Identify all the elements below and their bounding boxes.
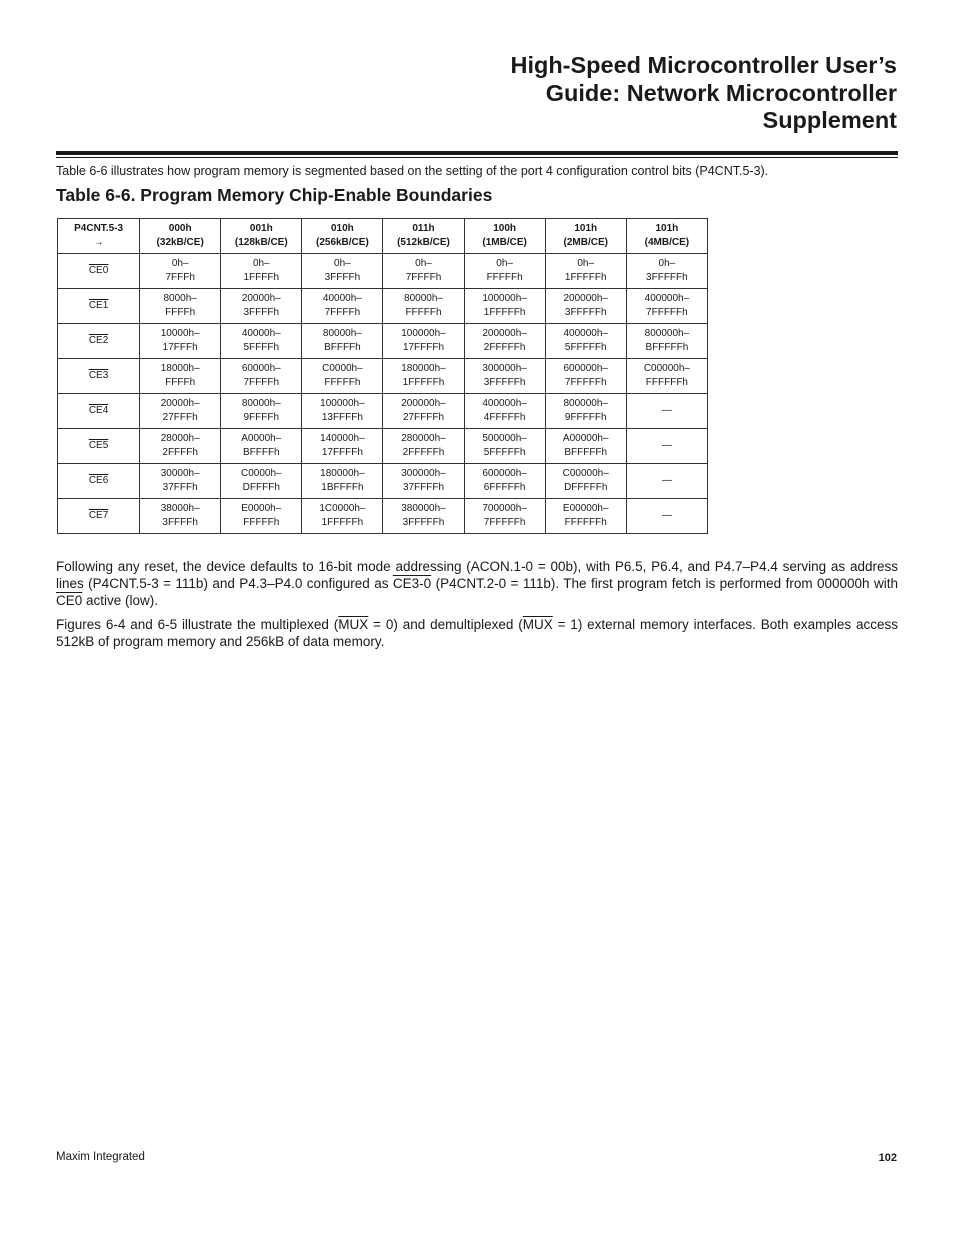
address-range-cell — [545, 394, 626, 429]
address-range-cell — [383, 289, 464, 324]
ce-range-signal: CE3-0 — [392, 576, 432, 591]
row-label-cell — [58, 254, 140, 289]
range-start: C0000h– — [240, 468, 282, 479]
range-start: A00000h– — [562, 433, 609, 444]
range-end: 7FFFFFh — [646, 307, 688, 318]
address-range-cell — [545, 499, 626, 534]
address-range-cell — [302, 289, 383, 324]
address-range-cell — [302, 324, 383, 359]
table-caption: Table 6-6. Program Memory Chip-Enable Boundaries — [56, 185, 493, 205]
address-range-cell — [302, 254, 383, 289]
range-end: FFFFFFh — [645, 377, 688, 388]
range-start: — — [661, 405, 672, 416]
range-start: 100000h– — [401, 328, 446, 339]
range-start: E0000h– — [241, 503, 282, 514]
table-row — [58, 394, 708, 429]
range-start: 30000h– — [160, 468, 200, 479]
address-range-cell — [626, 394, 707, 429]
address-range-cell — [464, 464, 545, 499]
address-range-cell — [545, 289, 626, 324]
range-start: 400000h– — [563, 328, 608, 339]
range-start: 60000h– — [241, 363, 281, 374]
range-end: 2FFFFFh — [402, 447, 445, 458]
address-range-cell — [626, 464, 707, 499]
range-end: 2FFFFh — [162, 447, 198, 458]
address-range-cell — [383, 254, 464, 289]
address-range-cell — [383, 464, 464, 499]
range-start: 10000h– — [160, 328, 200, 339]
address-range-cell — [302, 359, 383, 394]
address-range-cell — [302, 464, 383, 499]
column-size: (512kB/CE) — [397, 237, 450, 248]
range-end: 7FFFFh — [243, 377, 280, 388]
address-range-cell — [302, 394, 383, 429]
column-size: (1MB/CE) — [482, 237, 527, 248]
address-range-cell — [626, 359, 707, 394]
range-end: 1BFFFFh — [321, 482, 364, 493]
range-end: 3FFFFFh — [646, 272, 688, 283]
address-range-cell — [140, 394, 221, 429]
range-end: 2FFFFFh — [483, 342, 526, 353]
range-end: 7FFFFFh — [483, 517, 526, 528]
address-range-cell — [221, 324, 302, 359]
table-row — [58, 464, 708, 499]
range-end: BFFFFFh — [645, 342, 689, 353]
range-end: BFFFFh — [242, 447, 280, 458]
address-range-cell — [626, 499, 707, 534]
address-range-cell — [464, 429, 545, 464]
table-row — [58, 289, 708, 324]
range-end: FFFFFFh — [564, 517, 607, 528]
range-start: 280000h– — [401, 433, 446, 444]
header-rule-thick — [56, 151, 898, 155]
range-start: 40000h– — [241, 328, 281, 339]
column-size: (128kB/CE) — [234, 237, 288, 248]
table-body — [58, 254, 708, 534]
range-start: 80000h– — [404, 293, 443, 304]
chip-enable-table — [57, 218, 708, 534]
address-range-cell — [464, 254, 545, 289]
range-end: 3FFFFh — [162, 517, 198, 528]
range-start: 0h– — [577, 258, 595, 269]
address-range-cell — [221, 429, 302, 464]
chip-enable-label: CE6 — [88, 475, 109, 486]
paragraph-reset-defaults — [56, 558, 898, 609]
range-end: 27FFFFh — [402, 412, 445, 423]
range-start: 800000h– — [644, 328, 690, 339]
column-code: 001h — [249, 223, 273, 234]
range-end: 17FFFFh — [402, 342, 445, 353]
address-range-cell — [545, 324, 626, 359]
paragraph-text: (P4CNT.2-0 = 111b). The first program fetch is performed from 000000h with — [431, 576, 898, 591]
range-end: 7FFFFh — [405, 272, 442, 283]
address-range-cell — [140, 464, 221, 499]
range-start: 80000h– — [241, 398, 281, 409]
page-title-line-1: High-Speed Microcontroller User’s — [510, 52, 897, 78]
range-start: 100000h– — [482, 293, 527, 304]
address-range-cell — [545, 359, 626, 394]
paragraph-memory-interfaces — [56, 616, 898, 650]
range-start: 1C0000h– — [319, 503, 366, 514]
address-range-cell — [464, 324, 545, 359]
range-end: 7FFFFh — [324, 307, 361, 318]
column-header — [626, 219, 707, 254]
address-range-cell — [302, 429, 383, 464]
range-start: — — [661, 440, 672, 451]
range-start: 300000h– — [401, 468, 446, 479]
range-end: FFFFh — [165, 377, 196, 388]
range-end: BFFFFh — [324, 342, 361, 353]
table-corner-header — [58, 219, 140, 254]
range-start: 380000h– — [401, 503, 446, 514]
range-end: 3FFFFh — [243, 307, 280, 318]
address-range-cell — [626, 289, 707, 324]
column-code: 100h — [493, 223, 517, 234]
range-end: FFFFFh — [324, 377, 361, 388]
range-end: FFFFFh — [243, 517, 280, 528]
column-header — [464, 219, 545, 254]
row-label-cell — [58, 324, 140, 359]
address-range-cell — [545, 429, 626, 464]
address-range-cell — [464, 499, 545, 534]
column-code: 011h — [412, 223, 435, 234]
range-end: 9FFFFFh — [564, 412, 607, 423]
column-header — [383, 219, 464, 254]
range-start: 0h– — [415, 258, 432, 269]
address-range-cell — [626, 254, 707, 289]
right-arrow-icon: → — [93, 237, 104, 248]
range-start: 800000h– — [563, 398, 608, 409]
chip-enable-label: CE1 — [88, 300, 109, 311]
range-start: 200000h– — [482, 328, 527, 339]
address-range-cell — [221, 499, 302, 534]
range-start: 20000h– — [241, 293, 281, 304]
address-range-cell — [221, 359, 302, 394]
address-range-cell — [140, 499, 221, 534]
range-end: 5FFFFFh — [483, 447, 526, 458]
range-start: 500000h– — [482, 433, 527, 444]
mux-signal: $\overline{MUX}$ — [522, 617, 553, 632]
range-end: 1FFFFFh — [564, 272, 607, 283]
column-size: (32kB/CE) — [156, 237, 204, 248]
chip-enable-label: CE3 — [88, 370, 109, 381]
column-code: 101h — [655, 223, 679, 234]
range-end: FFFFFh — [486, 272, 523, 283]
page-number: 102 — [878, 1152, 897, 1164]
paragraph-text: active (low). — [82, 593, 159, 608]
range-start: 0h– — [334, 258, 351, 269]
range-start: 0h– — [496, 258, 513, 269]
range-end: 4FFFFFh — [483, 412, 526, 423]
footer-company: Maxim Integrated — [56, 1151, 145, 1163]
intro-text: Table 6-6 illustrates how program memory is segmented based on the setting of the port 4 configuration control bits (P4CNT.5-3). — [56, 164, 769, 178]
range-start: 600000h– — [482, 468, 527, 479]
range-start: 0h– — [171, 258, 189, 269]
range-end: FFFFFh — [405, 307, 442, 318]
chip-enable-label: CE5 — [88, 440, 109, 451]
column-size: (256kB/CE) — [315, 237, 369, 248]
range-end: 17FFFFh — [321, 447, 363, 458]
range-end: 17FFFh — [162, 342, 198, 353]
range-end: FFFFh — [165, 307, 196, 318]
range-end: 1FFFFFh — [483, 307, 526, 318]
address-range-cell — [545, 254, 626, 289]
address-range-cell — [140, 254, 221, 289]
address-range-cell — [302, 499, 383, 534]
range-end: 37FFFh — [162, 482, 198, 493]
range-end: 1FFFFFh — [402, 377, 445, 388]
table-row — [58, 499, 708, 534]
column-size: (2MB/CE) — [563, 237, 608, 248]
address-range-cell — [140, 429, 221, 464]
range-end: 1FFFFh — [243, 272, 280, 283]
address-range-cell — [221, 464, 302, 499]
column-code: 010h — [331, 223, 354, 234]
range-start: 300000h– — [482, 363, 527, 374]
paragraph-text: Figures 6-4 and 6-5 illustrate the multiplexed ( — [56, 617, 339, 632]
address-range-cell — [140, 289, 221, 324]
range-end: 7FFFh — [165, 272, 195, 283]
address-range-cell — [383, 429, 464, 464]
row-label-cell — [58, 289, 140, 324]
range-end: 3FFFFFh — [402, 517, 445, 528]
row-label-cell — [58, 499, 140, 534]
range-start: — — [661, 510, 672, 521]
range-end: 13FFFFh — [321, 412, 363, 423]
table-row — [58, 429, 708, 464]
header-rule-thin — [56, 157, 898, 158]
row-label-cell — [58, 429, 140, 464]
address-range-cell — [545, 464, 626, 499]
range-end: 27FFFh — [162, 412, 198, 423]
mux-signal: $\overline{MUX}$ — [338, 617, 369, 632]
address-range-cell — [221, 254, 302, 289]
range-start: 400000h– — [644, 293, 690, 304]
range-start: 18000h– — [160, 363, 200, 374]
row-label-cell — [58, 359, 140, 394]
range-start: 400000h– — [482, 398, 527, 409]
page-title-line-2: Guide: Network Microcontroller — [545, 79, 897, 106]
paragraph-text: = 0) and demultiplexed ( — [368, 617, 523, 632]
address-range-cell — [626, 324, 707, 359]
page-title-line-3: Supplement — [762, 107, 897, 133]
range-end: 1FFFFFh — [321, 517, 364, 528]
table-row — [58, 359, 708, 394]
chip-enable-label: CE4 — [88, 405, 109, 416]
range-start: 40000h– — [322, 293, 362, 304]
page-title — [297, 52, 897, 135]
range-start: — — [661, 475, 672, 486]
range-end: 3FFFFFh — [483, 377, 526, 388]
address-range-cell — [383, 324, 464, 359]
range-end: 5FFFFFh — [564, 342, 607, 353]
column-code: 101h — [574, 223, 598, 234]
range-start: C00000h– — [562, 468, 609, 479]
address-range-cell — [140, 324, 221, 359]
ce0-signal: CE0 — [56, 593, 83, 608]
chip-enable-label: CE2 — [88, 335, 109, 346]
row-label-cell — [58, 464, 140, 499]
table-row — [58, 324, 708, 359]
range-end: DFFFFh — [242, 482, 280, 493]
range-start: 8000h– — [163, 293, 197, 304]
range-start: 20000h– — [160, 398, 200, 409]
range-end: 6FFFFFh — [483, 482, 526, 493]
table-row — [58, 254, 708, 289]
address-range-cell — [140, 359, 221, 394]
row-label-cell — [58, 394, 140, 429]
address-range-cell — [221, 289, 302, 324]
column-header — [545, 219, 626, 254]
range-end: 7FFFFFh — [564, 377, 607, 388]
column-header — [302, 219, 383, 254]
column-size: (4MB/CE) — [644, 237, 690, 248]
chip-enable-label: CE7 — [88, 510, 109, 521]
address-range-cell — [383, 359, 464, 394]
range-start: C0000h– — [322, 363, 363, 374]
range-start: A0000h– — [241, 433, 282, 444]
range-end: 9FFFFh — [243, 412, 280, 423]
range-end: 37FFFFh — [402, 482, 445, 493]
address-range-cell — [383, 394, 464, 429]
paragraph-text: = 1) external memory interfaces. Both examples access 512kB of program memory and 256kB of data memory. — [56, 617, 898, 649]
address-range-cell — [464, 394, 545, 429]
range-start: 180000h– — [401, 363, 446, 374]
range-end: 3FFFFh — [324, 272, 361, 283]
range-start: 200000h– — [401, 398, 446, 409]
range-end: 5FFFFh — [243, 342, 280, 353]
address-range-cell — [383, 499, 464, 534]
range-start: 28000h– — [160, 433, 200, 444]
address-range-cell — [464, 289, 545, 324]
range-start: 0h– — [252, 258, 270, 269]
range-start: 180000h– — [320, 468, 365, 479]
chip-enable-label: CE0 — [88, 265, 109, 276]
column-header — [221, 219, 302, 254]
range-end: DFFFFFh — [564, 482, 608, 493]
range-start: 80000h– — [322, 328, 362, 339]
column-code: 000h — [168, 223, 192, 234]
range-start: 0h– — [658, 258, 676, 269]
column-header — [140, 219, 221, 254]
range-start: 38000h– — [160, 503, 200, 514]
range-start: E00000h– — [562, 503, 609, 514]
range-end: 3FFFFFh — [564, 307, 607, 318]
range-start: C00000h– — [643, 363, 690, 374]
address-range-cell — [221, 394, 302, 429]
range-end: BFFFFFh — [564, 447, 608, 458]
range-start: 200000h– — [563, 293, 608, 304]
range-start: 140000h– — [320, 433, 365, 444]
range-start: 100000h– — [320, 398, 365, 409]
address-range-cell — [464, 359, 545, 394]
range-start: 700000h– — [482, 503, 527, 514]
table-header-row — [58, 219, 708, 254]
address-range-cell — [626, 429, 707, 464]
range-start: 600000h– — [563, 363, 608, 374]
paragraph-text: Following any reset, the device defaults to 16-bit mode addressing (ACON.1-0 = 00b), with P6.5, P6.4, and P4.7–P4.4 serving as address lines (P4CNT.5-3 = 111b) and P4.3–P4.0 configured as — [56, 559, 898, 591]
corner-label: P4CNT.5-3 — [74, 223, 124, 234]
